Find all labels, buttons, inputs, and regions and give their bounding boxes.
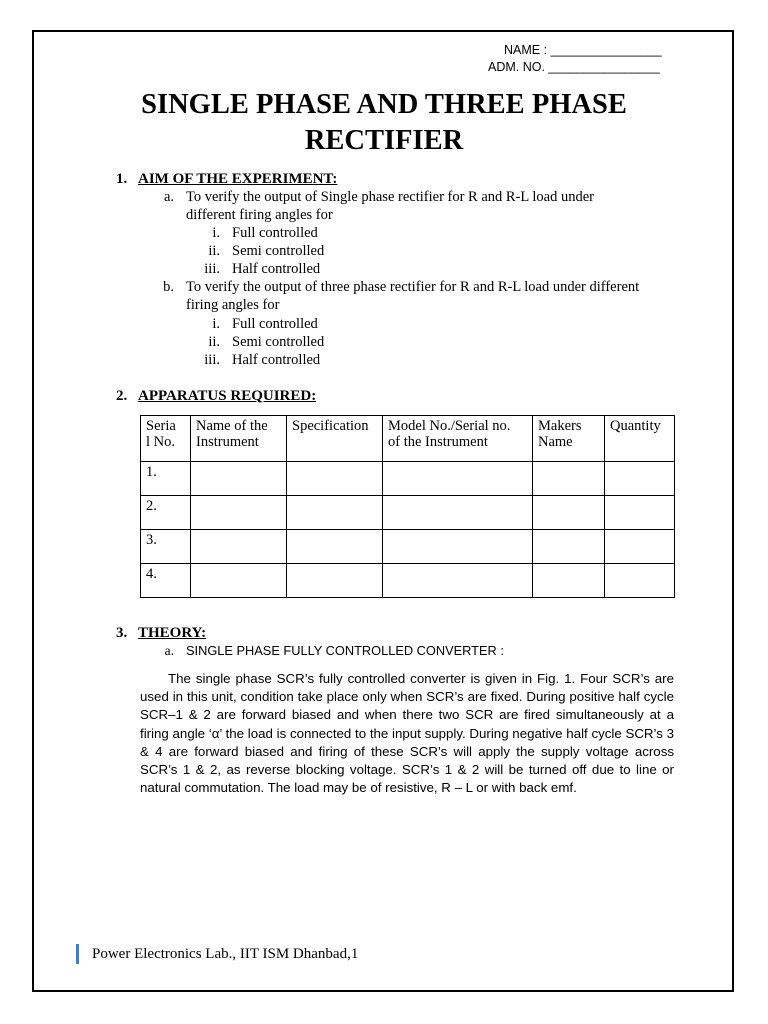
list-item-text: firing angles for — [186, 297, 280, 313]
sublist-label: i. — [212, 225, 220, 241]
sublist-item: Semi controlled — [232, 334, 325, 350]
table-cell-serial: 3. — [141, 530, 191, 564]
name-label: NAME : ________________ — [504, 43, 662, 57]
sublist-item: Half controlled — [232, 352, 321, 368]
subsection-title: SINGLE PHASE FULLY CONTROLLED CONVERTER : — [186, 643, 504, 658]
student-info — [488, 42, 688, 76]
section-number: 3. — [116, 625, 128, 641]
table-cell — [191, 496, 287, 530]
section-number: 1. — [116, 171, 128, 187]
sublist-label: ii. — [208, 334, 220, 350]
table-cell — [383, 496, 533, 530]
title-line-1: SINGLE PHASE AND THREE PHASE — [141, 89, 627, 120]
adm-no-label: ADM. NO. ________________ — [488, 60, 660, 74]
table-cell — [287, 462, 383, 496]
table-cell — [287, 564, 383, 598]
section-title: AIM OF THE EXPERIMENT: — [138, 171, 338, 187]
table-row — [141, 564, 675, 598]
col-instrument-name: Name of the Instrument — [191, 416, 287, 462]
table-cell — [605, 496, 675, 530]
list-item-text: To verify the output of three phase rectifier for R and R-L load under different — [186, 279, 640, 295]
apparatus-table — [140, 415, 675, 598]
table-cell — [191, 462, 287, 496]
section-apparatus-heading — [116, 387, 316, 405]
section-theory-heading — [116, 624, 206, 642]
table-cell-serial: 2. — [141, 496, 191, 530]
col-makers-name: Makers Name — [533, 416, 605, 462]
sublist-item: Semi controlled — [232, 243, 325, 259]
title-line-2: RECTIFIER — [304, 125, 464, 156]
table-header-row — [141, 416, 675, 462]
section-title: THEORY: — [138, 625, 207, 641]
table-row — [141, 462, 675, 496]
table-cell-serial: 4. — [141, 564, 191, 598]
list-label: a. — [164, 643, 174, 658]
table-cell — [383, 530, 533, 564]
section-number: 2. — [116, 388, 128, 404]
section-aim-heading — [116, 170, 337, 188]
name-field — [488, 42, 688, 59]
table-cell — [605, 530, 675, 564]
table-cell — [533, 530, 605, 564]
adm-no-field — [488, 59, 688, 76]
theory-paragraph: The single phase SCR’s fully controlled converter is given in Fig. 1. Four SCR’s are used in this unit, condition take place only when SCR’s are fixed. During positive half cycle SCR–1 & 2 are forward biased and when there two SCR are fired simultaneously at a firing angle ‘α’ the load is connected to the input supply. During negative half cycle SCR’s 3 & 4 are forward biased and firing of these SCR’s will apply the supply voltage across SCR’s 1 & 2, as reverse blocking voltage. SCR’s 1 & 2 will be turned off due to line or natural commutation. The load may be of resistive, R – L or with back emf. — [140, 671, 674, 796]
table-cell — [383, 564, 533, 598]
table-row — [141, 530, 675, 564]
table-row — [141, 496, 675, 530]
table-cell — [191, 564, 287, 598]
col-serial-no: Seria l No. — [141, 416, 191, 462]
sublist-label: iii. — [204, 352, 220, 368]
col-model-serial: Model No./Serial no. of the Instrument — [383, 416, 533, 462]
table-cell — [605, 462, 675, 496]
col-specification: Specification — [287, 416, 383, 462]
list-label: b. — [163, 279, 174, 295]
table-cell-serial: 1. — [141, 462, 191, 496]
col-quantity: Quantity — [605, 416, 675, 462]
list-item-text: different firing angles for — [186, 207, 333, 223]
section-title: APPARATUS REQUIRED: — [138, 388, 317, 404]
table-cell — [287, 530, 383, 564]
list-item-text: To verify the output of Single phase rectifier for R and R-L load under — [186, 189, 594, 205]
table-cell — [191, 530, 287, 564]
sublist-item: Half controlled — [232, 261, 321, 277]
table-cell — [533, 564, 605, 598]
sublist-item: Full controlled — [232, 316, 318, 332]
list-label: a. — [163, 189, 174, 205]
table-cell — [287, 496, 383, 530]
page-footer: Power Electronics Lab., IIT ISM Dhanbad,1 — [92, 946, 359, 962]
sublist-label: i. — [212, 316, 220, 332]
sublist-label: ii. — [208, 243, 220, 259]
page-title — [60, 87, 708, 159]
table-cell — [383, 462, 533, 496]
sublist-item: Full controlled — [232, 225, 318, 241]
table-cell — [533, 496, 605, 530]
table-cell — [533, 462, 605, 496]
sublist-label: iii. — [204, 261, 220, 277]
table-cell — [605, 564, 675, 598]
footer-accent-bar — [76, 944, 79, 964]
